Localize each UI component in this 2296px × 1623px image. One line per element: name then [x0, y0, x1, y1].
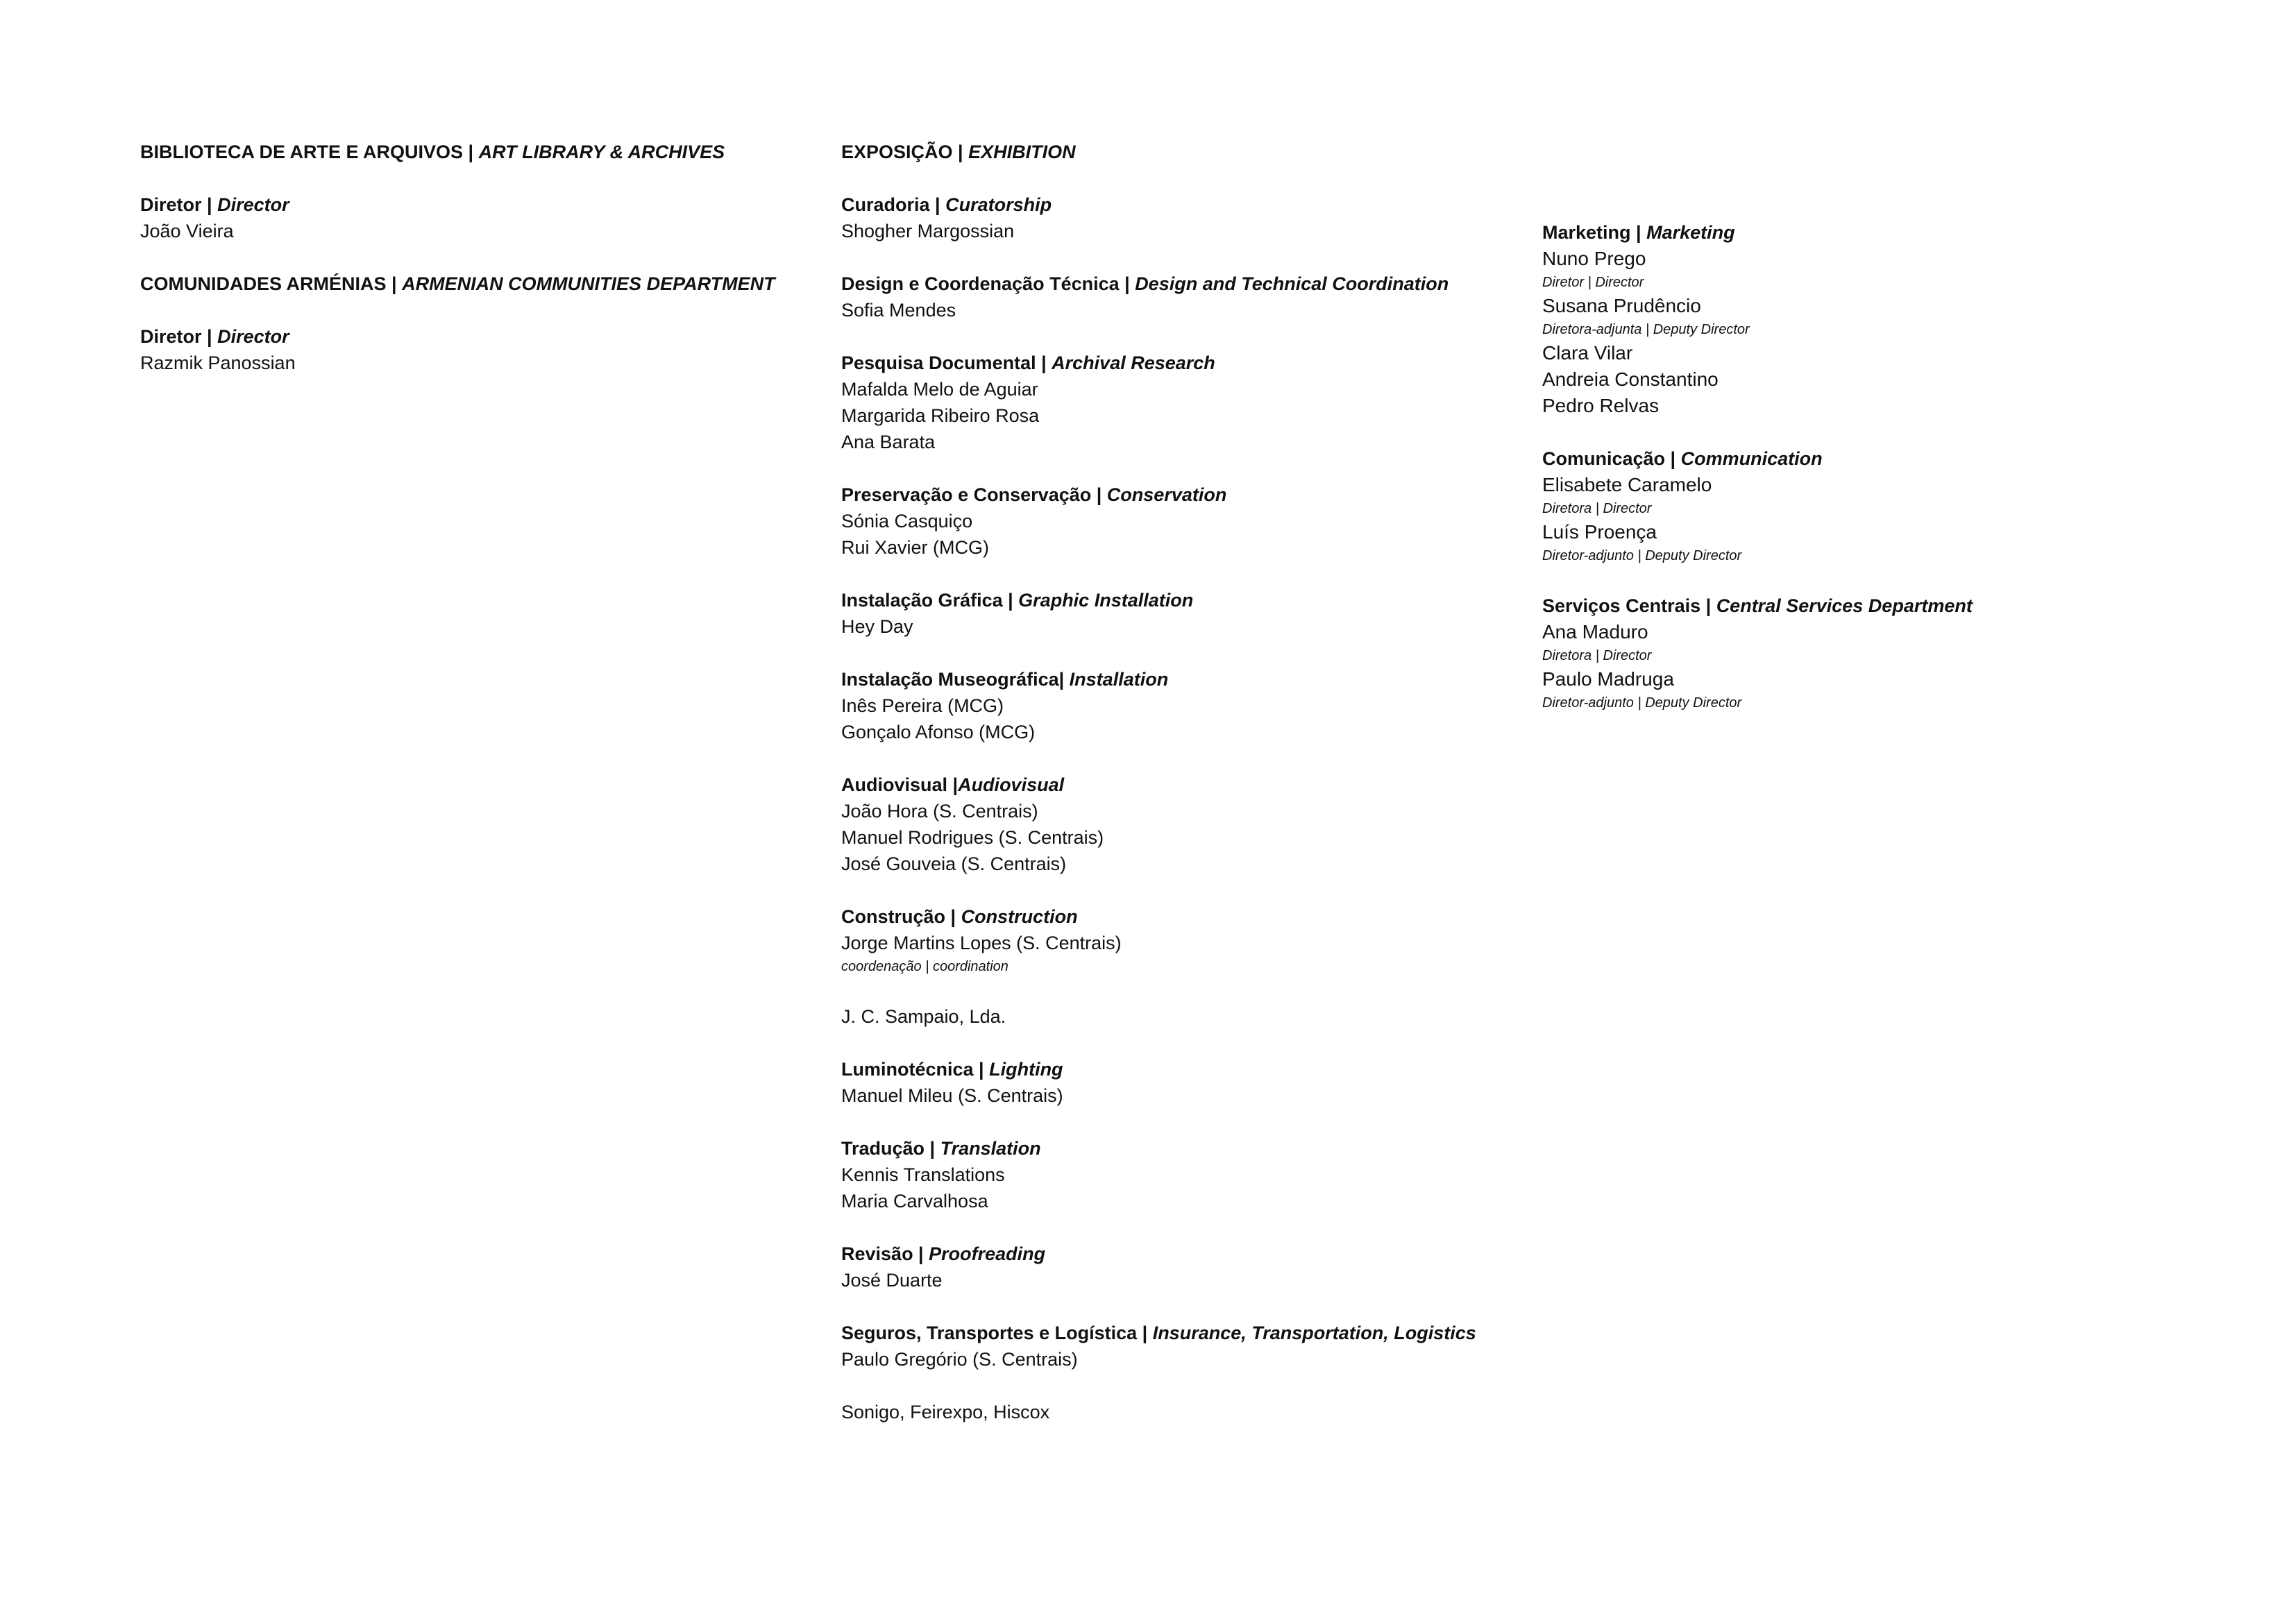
title-pt: Diretor | — [140, 194, 218, 215]
title-en: Audiovisual — [958, 774, 1065, 795]
section-curatorship — [841, 192, 1535, 244]
title-en: Marketing — [1646, 222, 1735, 243]
person-name: Ana Barata — [841, 432, 936, 452]
section-construction-company — [841, 1003, 1535, 1030]
person-name: Gonçalo Afonso (MCG) — [841, 722, 1036, 742]
title-pt: Design e Coordenação Técnica | — [841, 273, 1136, 294]
section-title — [841, 271, 1535, 297]
title-pt: EXPOSIÇÃO | — [841, 142, 969, 162]
section-title — [841, 772, 1535, 798]
person-role: Diretora | Director — [1542, 648, 1652, 663]
person-name: Manuel Mileu (S. Centrais) — [841, 1085, 1063, 1106]
person-name: Inês Pereira (MCG) — [841, 695, 1004, 716]
title-en: ART LIBRARY & ARCHIVES — [478, 142, 725, 162]
section-title — [841, 350, 1535, 376]
person-name: Manuel Rodrigues (S. Centrais) — [841, 827, 1104, 848]
title-en: Lighting — [989, 1059, 1063, 1080]
column-services — [1542, 219, 2236, 740]
section-construction — [841, 903, 1535, 977]
title-pt: Pesquisa Documental | — [841, 352, 1052, 373]
title-en: ARMENIAN COMMUNITIES DEPARTMENT — [402, 273, 775, 294]
section-title — [841, 1241, 1535, 1267]
person-name: Margarida Ribeiro Rosa — [841, 405, 1040, 426]
section-central-services — [1542, 593, 2236, 713]
section-title — [841, 666, 1535, 692]
title-pt: Diretor | — [140, 326, 218, 347]
title-en: Curatorship — [945, 194, 1052, 215]
section-archival-research — [841, 350, 1535, 455]
section-translation — [841, 1135, 1535, 1214]
title-pt: Serviços Centrais | — [1542, 595, 1716, 616]
person-role: Diretora-adjunta | Deputy Director — [1542, 322, 1750, 337]
title-pt: Curadoria | — [841, 194, 946, 215]
section-marketing — [1542, 219, 2236, 419]
section-art-library — [140, 139, 807, 165]
title-pt: Instalação Museográfica| — [841, 669, 1070, 690]
title-en: Insurance, Transportation, Logistics — [1152, 1323, 1476, 1343]
title-en: Graphic Installation — [1018, 590, 1194, 611]
person-name: João Hora (S. Centrais) — [841, 801, 1038, 822]
section-title — [1542, 219, 2236, 246]
column-art-library — [140, 139, 807, 402]
title-en: Installation — [1069, 669, 1169, 690]
title-pt: Comunicação | — [1542, 448, 1681, 469]
person-name: Maria Carvalhosa — [841, 1191, 988, 1212]
person-name: Rui Xavier (MCG) — [841, 537, 990, 558]
person-name: Razmik Panossian — [140, 352, 296, 373]
person-name: Sónia Casquiço — [841, 511, 973, 532]
title-en: Proofreading — [929, 1243, 1046, 1264]
title-en: Communication — [1680, 448, 1823, 469]
column-exhibition — [841, 139, 1535, 1452]
section-armenian-communities — [140, 271, 807, 297]
title-en: Director — [217, 326, 289, 347]
person-name: Paulo Madruga — [1542, 668, 1674, 690]
section-insurance-logistics — [841, 1320, 1535, 1373]
section-title — [140, 192, 807, 218]
person-name: Luís Proença — [1542, 521, 1657, 543]
person-role: Diretor-adjunto | Deputy Director — [1542, 695, 1742, 711]
person-name: Paulo Gregório (S. Centrais) — [841, 1349, 1078, 1370]
person-name: Mafalda Melo de Aguiar — [841, 379, 1038, 400]
person-name: Nuno Prego — [1542, 248, 1646, 269]
title-pt: Instalação Gráfica | — [841, 590, 1019, 611]
section-title — [841, 1056, 1535, 1082]
section-title — [841, 1320, 1535, 1346]
title-pt: Construção | — [841, 906, 961, 927]
section-title — [1542, 593, 2236, 619]
title-pt: Audiovisual | — [841, 774, 959, 795]
person-name: Jorge Martins Lopes (S. Centrais) — [841, 933, 1122, 953]
title-en: Design and Technical Coordination — [1135, 273, 1449, 294]
section-design-coordination — [841, 271, 1535, 323]
person-name: Hey Day — [841, 616, 913, 637]
person-name: Andreia Constantino — [1542, 368, 1719, 390]
person-role: Diretor | Director — [1542, 275, 1644, 290]
person-name: José Duarte — [841, 1270, 943, 1291]
title-pt: Luminotécnica | — [841, 1059, 990, 1080]
person-role: coordenação | coordination — [841, 959, 1008, 974]
company-name: Sonigo, Feirexpo, Hiscox — [841, 1402, 1050, 1422]
section-title — [140, 271, 807, 297]
title-en: Translation — [940, 1138, 1041, 1159]
person-name: Elisabete Caramelo — [1542, 474, 1712, 495]
section-installation — [841, 666, 1535, 745]
section-exhibition — [841, 139, 1535, 165]
title-pt: Seguros, Transportes e Logística | — [841, 1323, 1153, 1343]
section-title — [841, 139, 1535, 165]
section-library-director — [140, 192, 807, 244]
title-en: Central Services Department — [1716, 595, 1973, 616]
section-audiovisual — [841, 772, 1535, 877]
section-conservation — [841, 482, 1535, 561]
title-pt: COMUNIDADES ARMÉNIAS | — [140, 273, 403, 294]
title-en: Construction — [961, 906, 1078, 927]
person-name: José Gouveia (S. Centrais) — [841, 853, 1067, 874]
person-name: Clara Vilar — [1542, 342, 1633, 364]
section-title — [841, 482, 1535, 508]
section-title — [841, 903, 1535, 930]
section-title — [841, 587, 1535, 613]
section-title — [841, 1135, 1535, 1162]
section-insurance-companies — [841, 1399, 1535, 1425]
title-pt: Tradução | — [841, 1138, 940, 1159]
person-name: João Vieira — [140, 221, 234, 241]
company-name: J. C. Sampaio, Lda. — [841, 1006, 1006, 1027]
title-pt: Marketing | — [1542, 222, 1647, 243]
section-communities-director — [140, 323, 807, 376]
person-role: Diretor-adjunto | Deputy Director — [1542, 548, 1742, 563]
person-name: Sofia Mendes — [841, 300, 956, 321]
section-graphic-installation — [841, 587, 1535, 640]
section-title — [1542, 445, 2236, 472]
person-role: Diretora | Director — [1542, 501, 1652, 516]
title-en: Conservation — [1106, 484, 1227, 505]
title-en: Director — [217, 194, 289, 215]
person-name: Shogher Margossian — [841, 221, 1015, 241]
section-title — [841, 192, 1535, 218]
title-pt: BIBLIOTECA DE ARTE E ARQUIVOS | — [140, 142, 479, 162]
title-pt: Preservação e Conservação | — [841, 484, 1107, 505]
section-title — [140, 139, 807, 165]
person-name: Ana Maduro — [1542, 621, 1648, 643]
title-en: Archival Research — [1052, 352, 1215, 373]
person-name: Kennis Translations — [841, 1164, 1005, 1185]
title-pt: Revisão | — [841, 1243, 929, 1264]
person-name: Pedro Relvas — [1542, 395, 1660, 416]
person-name: Susana Prudêncio — [1542, 295, 1701, 316]
section-communication — [1542, 445, 2236, 566]
section-lighting — [841, 1056, 1535, 1109]
section-title — [140, 323, 807, 350]
section-proofreading — [841, 1241, 1535, 1293]
title-en: EXHIBITION — [968, 142, 1076, 162]
